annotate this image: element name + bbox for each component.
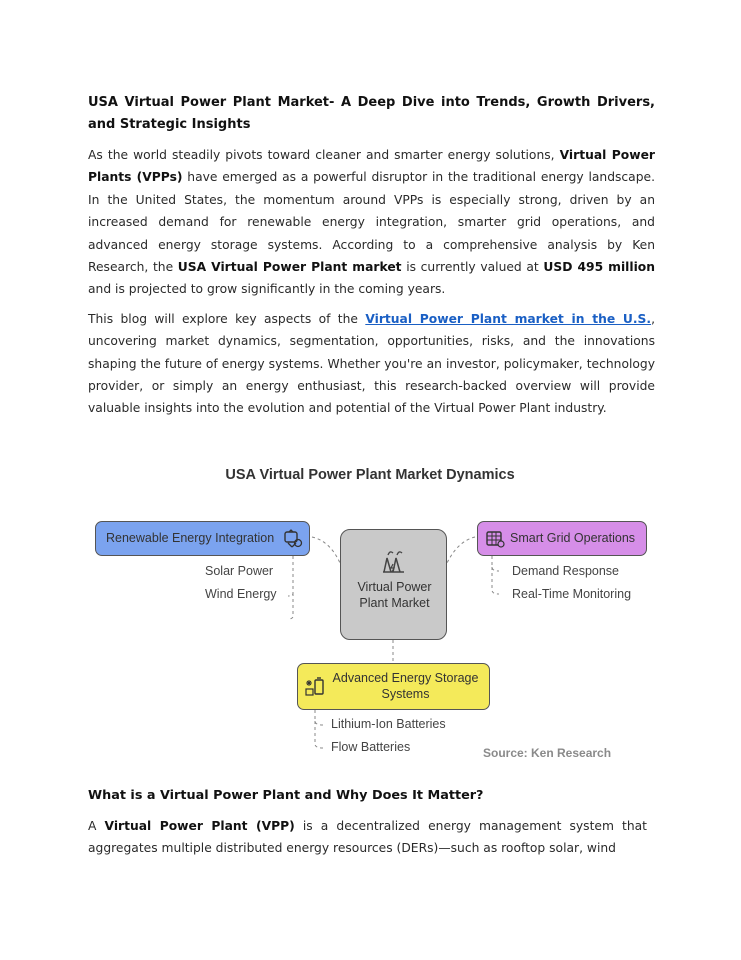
definition-text-1: A xyxy=(88,819,105,833)
article-title: USA Virtual Power Plant Market- A Deep Dive into Trends, Growth Drivers, and Strategic Insights xyxy=(88,95,655,132)
smart-grid-label: Smart Grid Operations xyxy=(510,531,636,545)
definition-bold-vpp: Virtual Power Plant (VPP) xyxy=(104,819,295,833)
intro-bold-market: USA Virtual Power Plant market xyxy=(177,260,402,275)
overview-text-1: This blog will explore key aspects of the xyxy=(88,311,366,326)
virtual-power-plant-node xyxy=(340,529,447,640)
connector-lithium xyxy=(315,710,323,725)
section-heading: What is a Virtual Power Plant and Why Does It Matter? xyxy=(88,788,484,803)
energy-storage-label: Advanced Energy Storage Systems xyxy=(332,671,479,701)
renewable-energy-node xyxy=(95,521,310,556)
intro-bold-value: USD 495 million xyxy=(543,260,656,275)
intro-text-2: have emerged as a powerful disruptor in the traditional energy landscape. In the United States, the momentum around VPPs is especially strong, driven by an increased demand for renewable energy integration, smarter grid operations, and advanced energy storage systems. According to a comprehensive analysis by Ken Research, the xyxy=(88,170,655,275)
intro-text-4: and is projected to grow significantly in the coming years. xyxy=(88,282,446,297)
leaf-real-time-monitoring: Real-Time Monitoring xyxy=(512,587,632,601)
intro-paragraph xyxy=(88,144,655,301)
overview-text-2: , uncovering market dynamics, segmentation, opportunities, risks, and the innovations shaping the future of energy systems. Whether you're an investor, policymaker, technology provider, or simply an energy enthusiast, this research-backed overview will provide valuable insights into the evolution and potential of the Virtual Power Plant industry. xyxy=(88,311,655,416)
connector-solar xyxy=(288,556,293,596)
virtual-power-plant-label: Virtual Power Plant Market xyxy=(357,580,432,610)
leaf-flow-batteries: Flow Batteries xyxy=(331,740,411,754)
energy-storage-node xyxy=(297,663,490,710)
grid-chip-icon xyxy=(485,529,505,549)
connector-smart xyxy=(447,537,475,563)
intro-text-1: As the world steadily pivots toward cleaner and smarter energy solutions, xyxy=(88,148,560,162)
leaf-demand-response: Demand Response xyxy=(512,564,620,578)
source-credit: Source: Ken Research xyxy=(483,746,612,760)
connector-demand xyxy=(492,556,499,571)
intro-text-3: is currently valued at xyxy=(401,260,544,275)
smart-grid-node xyxy=(477,521,647,556)
leaf-lithium-ion-batteries: Lithium-Ion Batteries xyxy=(331,717,446,731)
vpp-definition-paragraph xyxy=(88,815,647,860)
intro-bold-vpp: Virtual Power Plants (VPPs) xyxy=(88,148,656,185)
blog-overview-paragraph xyxy=(88,308,655,420)
leaf-solar-power: Solar Power xyxy=(205,564,274,578)
power-plant-icon xyxy=(379,546,409,574)
plant-gear-icon xyxy=(283,529,303,549)
article-body xyxy=(88,92,655,427)
connector-renewable xyxy=(312,537,340,563)
renewable-energy-label: Renewable Energy Integration xyxy=(106,531,275,545)
diagram-title: USA Virtual Power Plant Market Dynamics xyxy=(225,467,515,483)
battery-sun-icon xyxy=(304,676,326,698)
market-report-link[interactable]: Virtual Power Plant market in the U.S. xyxy=(365,311,652,326)
connector-wind xyxy=(288,593,293,619)
market-dynamics-diagram xyxy=(90,463,650,763)
leaf-wind-energy: Wind Energy xyxy=(205,587,277,601)
definition-text-2: is a decentralized energy management system that aggregates multiple distributed energy resources (DERs)—such as rooftop solar, wind xyxy=(88,819,648,856)
